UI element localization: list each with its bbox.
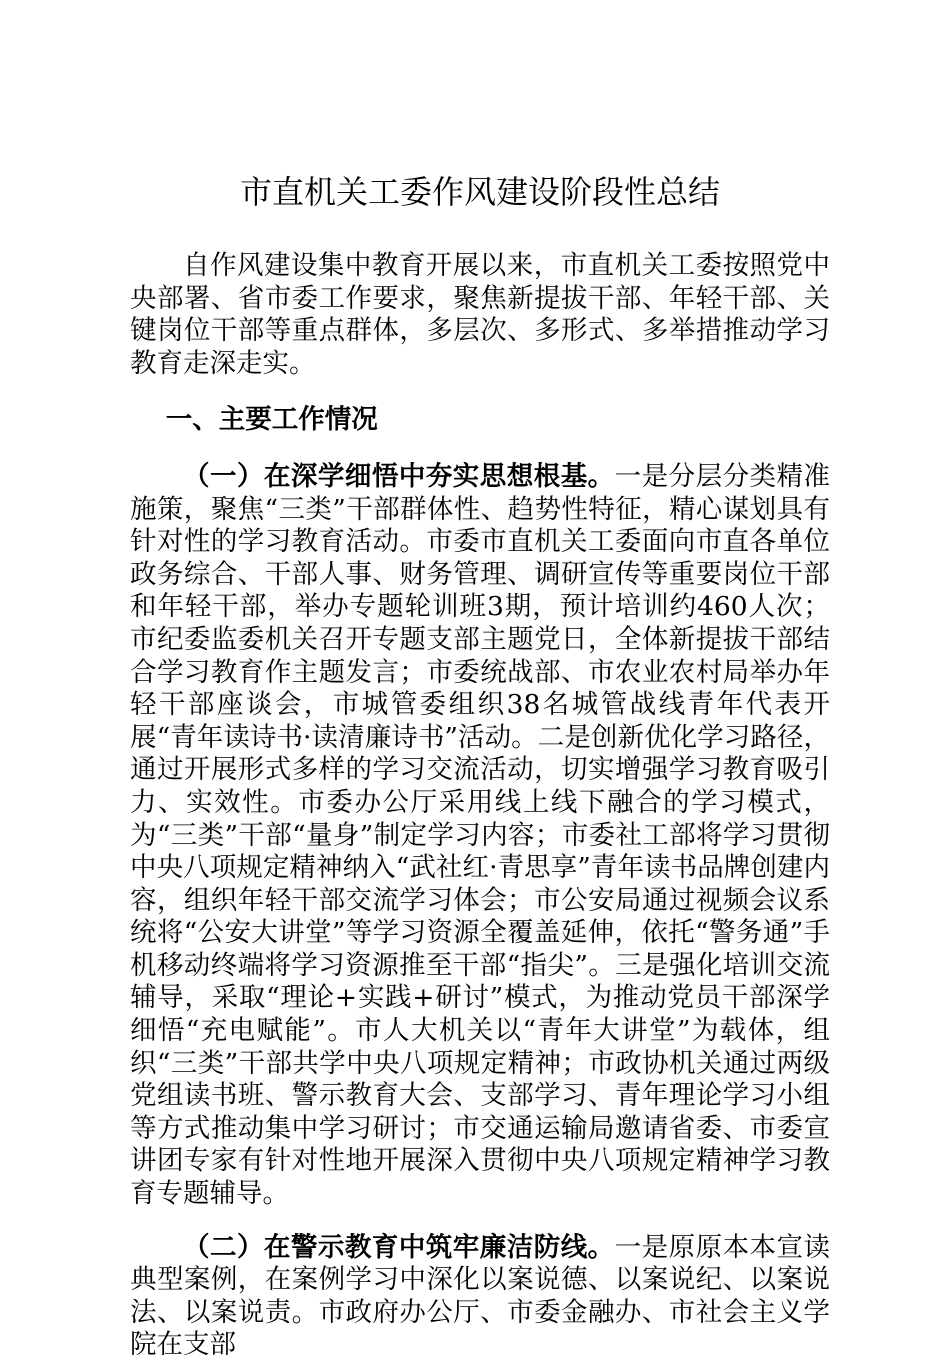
paragraph-warning-education-body: 一是原原本本宣读典型案例，在案例学习中深化以案说德、以案说纪、以案说法、以案说责。市政府办公厅、市委金融办、市社会主义学院在支部 xyxy=(130,1231,831,1361)
paragraph-study xyxy=(130,461,830,1211)
paragraph-study-lead: （一）在深学细悟中夯实思想根基。 xyxy=(183,460,615,492)
document-title: 市直机关工委作风建设阶段性总结 xyxy=(239,173,720,211)
paragraph-warning-education xyxy=(130,1232,830,1362)
paragraph-warning-education-lead: （二）在警示教育中筑牢廉洁防线。 xyxy=(183,1231,615,1263)
document-page xyxy=(130,168,830,1362)
paragraph-study-body: 一是分层分类精准施策，聚焦“三类”干部群体性、趋势性特征，精心谋划具有针对性的学习教育活动。市委市直机关工委面向市直各单位政务综合、干部人事、财务管理、调研宣传等重要岗位干部和年轻干部，举办专题轮训班3期，预计培训约460人次；市纪委监委机关召开专题支部主题党日，全体新提拔干部结合学习教育作主题发言；市委统战部、市农业农村局举办年轻干部座谈会，市城管委组织38名城管战线青年代表开展“青年读诗书·读清廉诗书”活动。二是创新优化学习路径，通过开展形式多样的学习交流活动，切实增强学习教育吸引力、实效性。市委办公厅采用线上线下融合的学习模式，为“三类”干部“量身”制定学习内容；市委社工部将学习贯彻中央八项规定精神纳入“武社红·青思享”青年读书品牌创建内容，组织年轻干部交流学习体会；市公安局通过视频会议系统将“公安大讲堂”等学习资源全覆盖延伸，依托“警务通”手机移动终端将学习资源推至干部“指尖”。三是强化培训交流辅导，采取“理论+实践+研讨”模式，为推动党员干部深学细悟“充电赋能”。市人大机关以“青年大讲堂”为载体，组织“三类”干部共学中央八项规定精神；市政协机关通过两级党组读书班、警示教育大会、支部学习、青年理论学习小组等方式推动集中学习研讨；市交通运输局邀请省委、市委宣讲团专家有针对性地开展深入贯彻中央八项规定精神学习教育专题辅导。 xyxy=(130,460,831,1210)
section-heading-main-work: 一、主要工作情况 xyxy=(165,404,378,436)
intro-paragraph: 自作风建设集中教育开展以来，市直机关工委按照党中央部署、省市委工作要求，聚焦新提拔干部、年轻干部、关键岗位干部等重点群体，多层次、多形式、多举措推动学习教育走深走实。 xyxy=(130,250,830,379)
